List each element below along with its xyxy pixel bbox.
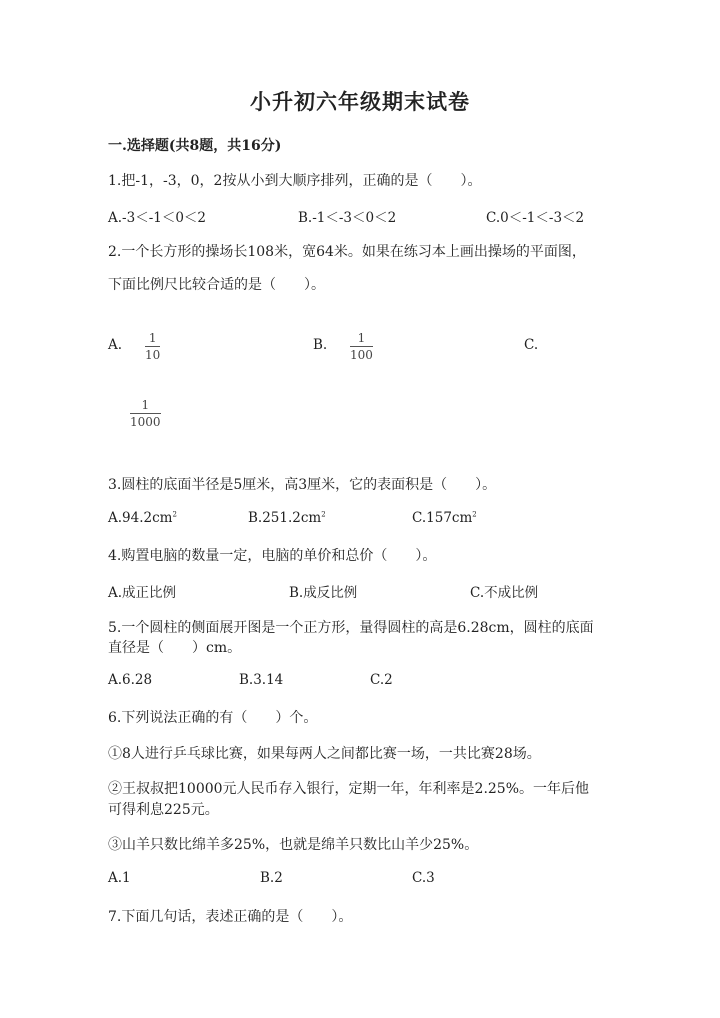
fraction-bar: [145, 346, 160, 347]
question-6-statement-2-line2: 可得利息225元。: [108, 802, 219, 818]
section-heading: 一.选择题(共8题，共16分): [108, 138, 282, 154]
question-6-stem: 6.下列说法正确的有（ ）个。: [108, 710, 318, 726]
question-2-stem-line1: 2.一个长方形的操场长108米，宽64米。如果在练习本上画出操场的平面图，: [108, 244, 586, 260]
fraction-bar: [130, 413, 161, 414]
question-3-stem: 3.圆柱的底面半径是5厘米，高3厘米，它的表面积是（ ）。: [108, 477, 497, 493]
question-5-option-b: B.3.14: [239, 672, 284, 688]
fraction-1-10: [145, 331, 160, 362]
question-6-statement-1: ①8人进行乒乓球比赛，如果每两人之间都比赛一场，一共比赛28场。: [108, 746, 541, 762]
question-3-option-b: $B.251.2cm^2$: [248, 510, 326, 526]
question-1-option-a: A.-3＜-1＜0＜2: [108, 210, 207, 226]
question-4-option-b: B.成反比例: [289, 585, 358, 601]
question-3-option-c: $C.157cm^2$: [412, 510, 477, 526]
question-4-option-a: A.成正比例: [108, 585, 177, 601]
question-2-stem-line2: 下面比例尺比较合适的是（ ）。: [108, 277, 325, 293]
question-4-stem: 4.购置电脑的数量一定，电脑的单价和总价（ ）。: [108, 548, 437, 564]
question-2-option-b: B.: [313, 337, 328, 353]
question-6-option-a: A.1: [108, 870, 131, 886]
question-1-option-b: B.-1＜-3＜0＜2: [298, 210, 397, 226]
question-6-statement-2-line1: ②王叔叔把10000元人民币存入银行，定期一年，年利率是2.25%。一年后他: [108, 781, 590, 797]
fraction-1-1000: [130, 398, 161, 429]
question-5-option-a: A.6.28: [108, 672, 153, 688]
question-6-option-b: B.2: [260, 870, 283, 886]
question-5-stem-line1: 5.一个圆柱的侧面展开图是一个正方形，量得圆柱的高是6.28cm，圆柱的底面: [108, 620, 594, 636]
question-2-option-c: C.: [524, 337, 539, 353]
question-1-option-c: C.0＜-1＜-3＜2: [486, 210, 585, 226]
fraction-numerator: 1: [141, 398, 150, 412]
question-5-option-c: C.2: [370, 672, 393, 688]
question-6-option-c: C.3: [412, 870, 435, 886]
question-6-statement-3: ③山羊只数比绵羊多25%，也就是绵羊只数比山羊少25%。: [108, 837, 479, 853]
fraction-numerator: 1: [357, 331, 366, 345]
fraction-numerator: 1: [148, 331, 157, 345]
fraction-denominator: 10: [145, 348, 161, 362]
question-1-stem: 1.把-1，-3，0，2按从小到大顺序排列，正确的是（ ）。: [108, 173, 482, 189]
question-5-stem-line2: 直径是（ ）cm。: [108, 640, 242, 656]
page-title: 小升初六年级期末试卷: [250, 89, 470, 114]
fraction-denominator: 100: [350, 348, 373, 362]
question-7-stem: 7.下面几句话，表述正确的是（ ）。: [108, 909, 353, 925]
fraction-bar: [350, 346, 373, 347]
fraction-1-100: [350, 331, 373, 362]
question-4-option-c: C.不成比例: [470, 585, 539, 601]
fraction-denominator: 1000: [130, 415, 161, 429]
question-3-option-a: $A.94.2cm^2$: [108, 510, 177, 526]
question-2-option-a: A.: [108, 337, 123, 353]
